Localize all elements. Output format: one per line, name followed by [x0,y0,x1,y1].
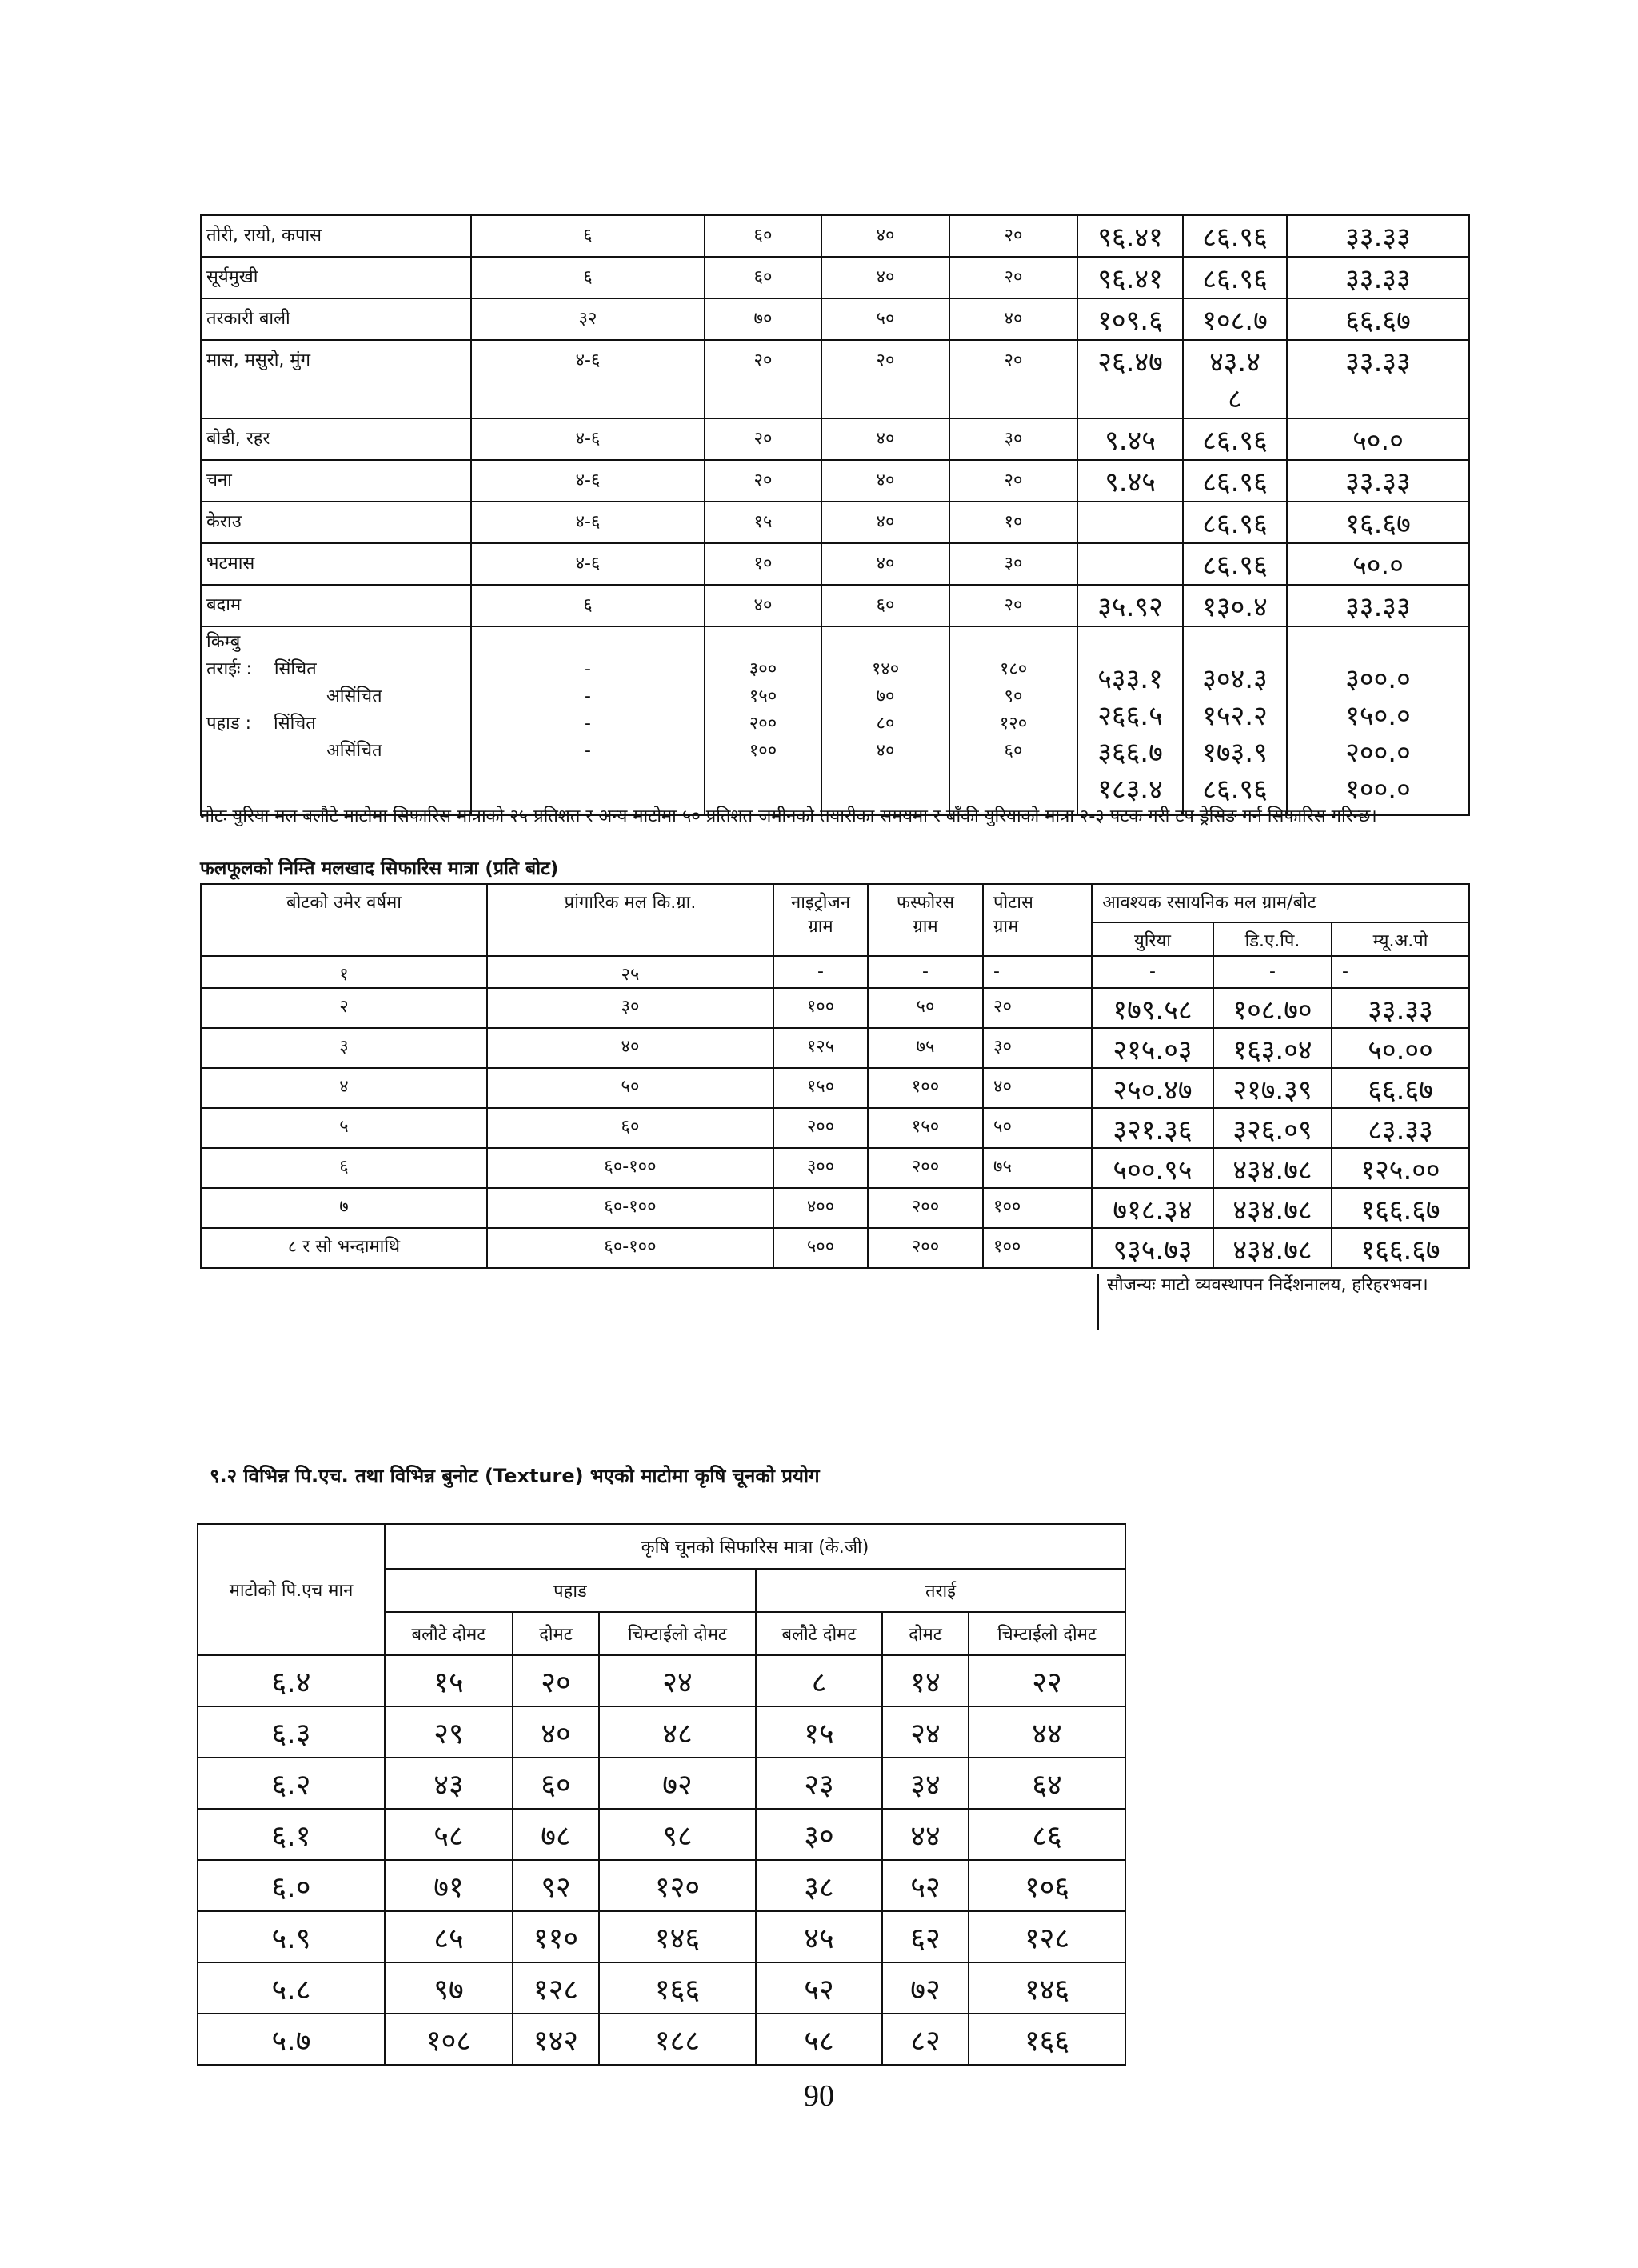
potash-cell: १० [949,502,1077,543]
header-row [198,1524,1125,1569]
value-cell: ३४ [882,1758,969,1809]
nitrogen-cell: ४० [705,585,821,626]
value: - [585,686,591,706]
nitrogen-cell: १५० [773,1068,868,1108]
value-cell: ५८ [756,2014,882,2065]
value-cell: ४५ [756,1911,882,1962]
urea-cell: ९.४५ [1077,418,1183,460]
header-unit: ग्राम [993,917,1019,937]
ph-cell: ५.९ [198,1911,385,1962]
terai-irrigated: तराईः : सिंचित [206,659,317,679]
organic-cell: ३२ [471,298,705,340]
phosphorus-cell: ४० [821,215,949,257]
header-ph: माटोको पि.एच मान [198,1524,385,1655]
value-cell: ८६ [969,1809,1125,1860]
header-terai: तराई [756,1569,1125,1612]
mop-cell: ३३.३३ [1287,585,1469,626]
potash-cell: २० [949,340,1077,418]
potash-cell: १०० [983,1188,1092,1228]
dap-cell: ८६.९६ [1183,257,1287,298]
urea-cell [1077,543,1183,585]
urea-cell: ३२१.३६ [1092,1108,1213,1148]
potash-cell: २० [983,988,1092,1028]
organic-cell: ४-६ [471,460,705,502]
value: १४० [871,659,900,679]
organic-cell [471,626,705,815]
value-cell: ४८ [599,1706,756,1758]
urea-cell: ७१८.३४ [1092,1188,1213,1228]
table-row [201,418,1469,460]
mop-cell: ५०.० [1287,543,1469,585]
terai-non-irrigated: असिंचित [326,686,382,706]
value-cell: ४० [513,1706,599,1758]
mop-cell: १२५.०० [1332,1148,1469,1188]
potash-cell: ३० [949,543,1077,585]
mop-cell: ५०.०० [1332,1028,1469,1068]
value: ३०४.३ [1202,663,1268,695]
table-row [201,956,1469,988]
potash-cell: २० [949,257,1077,298]
potash-cell: ३० [983,1028,1092,1068]
fruit-table-heading: फलफूलको निम्ति मलखाद सिफारिस मात्रा (प्रति बोट) [200,858,559,879]
nitrogen-cell: २० [705,418,821,460]
ginger-row [201,626,1469,815]
value: ३६६.७ [1097,737,1163,769]
value-cell: ७२ [599,1758,756,1809]
phosphorus-cell: ४० [821,543,949,585]
dap-cell: ८६.९६ [1183,215,1287,257]
mop-cell: १६६.६७ [1332,1188,1469,1228]
value-cell: १२८ [969,1911,1125,1962]
nitrogen-cell: १२५ [773,1028,868,1068]
value-cell: ४४ [882,1809,969,1860]
value-cell: ९२ [513,1860,599,1911]
phosphorus-cell: १५० [868,1108,983,1148]
header-clay-loam: चिम्टाईलो दोमट [599,1612,756,1655]
table-row [201,215,1469,257]
table-row [198,1655,1125,1706]
organic-cell: ४-६ [471,502,705,543]
phosphorus-cell: ६० [821,585,949,626]
value-cell: ६२ [882,1911,969,1962]
organic-cell: ६ [471,585,705,626]
dap-cell: २१७.३९ [1213,1068,1332,1108]
dap-cell: ४३४.७८ [1213,1188,1332,1228]
urea-cell: २१५.०३ [1092,1028,1213,1068]
value-cell: १२८ [513,1962,599,2014]
ph-cell: ५.८ [198,1962,385,2014]
urea-cell: - [1092,956,1213,988]
table-row [201,1108,1469,1148]
dap-cell: ८६.९६ [1183,418,1287,460]
crop-name: भटमास [201,543,471,585]
ph-cell: ६.४ [198,1655,385,1706]
age-cell: ४ [201,1068,487,1108]
age-cell: १ [201,956,487,988]
nitrogen-cell: २०० [773,1108,868,1148]
value-cell: ५८ [385,1809,513,1860]
dap-cell: ४३४.७८ [1213,1228,1332,1268]
header-organic: प्रांगारिक मल कि.ग्रा. [487,884,773,956]
value-cell: २० [513,1655,599,1706]
value: ८६.९६ [1202,774,1268,806]
table-row [198,2014,1125,2065]
mop-cell: १६६.६७ [1332,1228,1469,1268]
header-title: कृषि चूनको सिफारिस मात्रा (के.जी) [385,1524,1125,1569]
mop-cell: - [1332,956,1469,988]
table-row [198,1706,1125,1758]
hill-irrigated: पहाड : सिंचित [206,714,316,734]
dap-cell: १०८.७० [1213,988,1332,1028]
organic-cell: ६०-१०० [487,1228,773,1268]
phosphorus-cell: २०० [868,1228,983,1268]
header-sandy-loam: बलौटे दोमट [385,1612,513,1655]
table-row [201,543,1469,585]
table-row [198,1962,1125,2014]
value-cell: ३८ [756,1860,882,1911]
potash-cell: ७५ [983,1148,1092,1188]
value-cell: २४ [599,1655,756,1706]
mop-cell: १६.६७ [1287,502,1469,543]
value-cell: १६६ [969,2014,1125,2065]
age-cell: ७ [201,1188,487,1228]
value-cell: ५२ [882,1860,969,1911]
value: ६० [1004,741,1023,761]
lime-section-heading: ९.२ विभिन्न पि.एच. तथा विभिन्न बुनोट (Texture) भएको माटोमा कृषि चूनको प्रयोग [210,1465,820,1487]
age-cell: ३ [201,1028,487,1068]
table-row [201,988,1469,1028]
mop-cell: ६६.६७ [1287,298,1469,340]
nitrogen-cell [705,626,821,815]
value-cell: १०८ [385,2014,513,2065]
value: ३०० [749,659,777,679]
phosphorus-cell: १०० [868,1068,983,1108]
value-cell: २३ [756,1758,882,1809]
value-cell: ३० [756,1809,882,1860]
nitrogen-cell: ६० [705,215,821,257]
nitrogen-cell: ५०० [773,1228,868,1268]
header-nitrogen [773,884,868,956]
table-row [201,340,1469,418]
mop-cell [1287,626,1469,815]
hill-non-irrigated: असिंचित [326,741,382,761]
ph-cell: ६.३ [198,1706,385,1758]
value: २००.० [1345,737,1411,769]
nitrogen-cell: २० [705,340,821,418]
urea-cell: ९.४५ [1077,460,1183,502]
organic-cell: ६ [471,257,705,298]
crop-name: तरकारी बाली [201,298,471,340]
value-cell: ४३ [385,1758,513,1809]
dap-cell: १६३.०४ [1213,1028,1332,1068]
dap-cell: - [1213,956,1332,988]
crop-name: बोडी, रहर [201,418,471,460]
urea-cell: ३५.९२ [1077,585,1183,626]
value-cell: १५ [385,1655,513,1706]
phosphorus-cell: ४० [821,460,949,502]
urea-cell: ९६.४१ [1077,257,1183,298]
value-cell: ६४ [969,1758,1125,1809]
value: १५२.२ [1202,700,1268,732]
value: - [585,741,591,761]
mop-cell: ५०.० [1287,418,1469,460]
ph-cell: ६.० [198,1860,385,1911]
nitrogen-cell: ४०० [773,1188,868,1228]
organic-cell: ४-६ [471,543,705,585]
organic-cell: ४-६ [471,418,705,460]
value: ८० [876,714,895,734]
value: ५३३.१ [1097,663,1163,695]
nitrogen-cell: १० [705,543,821,585]
value-cell: ६० [513,1758,599,1809]
nitrogen-cell: १०० [773,988,868,1028]
mop-cell: ३३.३३ [1287,340,1469,418]
nitrogen-cell: १५ [705,502,821,543]
dap-cell: १०८.७ [1183,298,1287,340]
header-unit: ग्राम [808,917,833,937]
organic-cell: ४० [487,1028,773,1068]
header-chemical: आवश्यक रसायनिक मल ग्राम/बोट [1092,884,1469,922]
ginger-label-cell [201,626,471,815]
value: - [585,714,591,734]
header-row [201,884,1469,922]
mop-cell: ३३.३३ [1287,460,1469,502]
value-cell: ४४ [969,1706,1125,1758]
phosphorus-cell: ५० [868,988,983,1028]
header-potash [983,884,1092,956]
value: १८० [999,659,1028,679]
value-cell: २२ [969,1655,1125,1706]
table-row [201,585,1469,626]
header-loam: दोमट [882,1612,969,1655]
crop-name: बदाम [201,585,471,626]
potash-cell: १०० [983,1228,1092,1268]
phosphorus-cell: २०० [868,1188,983,1228]
value-cell: १५ [756,1706,882,1758]
value: १००.० [1345,774,1411,806]
value-cell: १४ [882,1655,969,1706]
value: ७० [876,686,895,706]
value-cell: १०६ [969,1860,1125,1911]
phosphorus-cell: ७५ [868,1028,983,1068]
potash-cell: २० [949,585,1077,626]
value-cell: २४ [882,1706,969,1758]
urea-cell: ५००.९५ [1092,1148,1213,1188]
dap-cell [1183,340,1287,418]
value-cell: १४६ [969,1962,1125,2014]
dap-cell: १३०.४ [1183,585,1287,626]
potash-cell: ४० [983,1068,1092,1108]
potash-cell: ५० [983,1108,1092,1148]
organic-cell: ६० [487,1108,773,1148]
note-text: नोटः युरिया मल बलौटे माटोमा सिफारिस मात्राको २५ प्रतिशत र अन्य माटोमा ५० प्रतिशत जमीनको तयारीका समयमा र बाँकी युरियाको मात्रा २-३ पटक गरी टप ड्रेसिङ गर्न सिफारिस गरिन्छ। [200,806,1377,826]
nitrogen-cell: ६० [705,257,821,298]
header-text: फस्फोरस [896,893,955,913]
age-cell: ६ [201,1148,487,1188]
urea-cell: ९३५.७३ [1092,1228,1213,1268]
crop-name: मास, मसुरो, मुंग [201,340,471,418]
nitrogen-cell: २० [705,460,821,502]
dap-value-wrap: ८ [1228,383,1242,415]
value: ४० [876,741,895,761]
urea-cell [1077,502,1183,543]
value: १२० [999,714,1028,734]
nitrogen-cell: ३०० [773,1148,868,1188]
value-cell: ५२ [756,1962,882,2014]
urea-cell: १०९.६ [1077,298,1183,340]
table-row [201,1148,1469,1188]
nitrogen-cell: - [773,956,868,988]
urea-cell: २५०.४७ [1092,1068,1213,1108]
urea-cell: ९६.४१ [1077,215,1183,257]
table-row [198,1758,1125,1809]
header-sandy-loam: बलौटे दोमट [756,1612,882,1655]
header-unit: ग्राम [913,917,938,937]
organic-cell: ४-६ [471,340,705,418]
age-cell: २ [201,988,487,1028]
header-text: पोटास [993,893,1033,913]
header-phosphorus [868,884,983,956]
value-cell: ७८ [513,1809,599,1860]
urea-cell [1077,626,1183,815]
phosphorus-cell: - [868,956,983,988]
table-row [198,1809,1125,1860]
mop-cell: ३३.३३ [1287,215,1469,257]
table-row [201,1228,1469,1268]
header-clay-loam: चिम्टाईलो दोमट [969,1612,1125,1655]
value-cell: ९७ [385,1962,513,2014]
ph-cell: ६.१ [198,1809,385,1860]
nitrogen-cell: ७० [705,298,821,340]
dap-cell [1183,626,1287,815]
value-cell: ९८ [599,1809,756,1860]
phosphorus-cell: २०० [868,1148,983,1188]
crop-name: तोरी, रायो, कपास [201,215,471,257]
potash-cell: २० [949,460,1077,502]
value-cell: १६६ [599,1962,756,2014]
table-row [201,1028,1469,1068]
header-text: नाइट्रोजन [790,893,851,913]
ginger-title: किम्बु [206,632,241,652]
potash-cell [949,626,1077,815]
value-cell: ७२ [882,1962,969,2014]
page-number: 90 [804,2079,834,2113]
source-credit: सौजन्यः माटो व्यवस्थापन निर्देशनालय, हरिहरभवन। [1097,1274,1491,1330]
crop-name: केराउ [201,502,471,543]
phosphorus-cell: ५० [821,298,949,340]
crop-name: सूर्यमुखी [201,257,471,298]
value-cell: १८८ [599,2014,756,2065]
dap-cell: ४३४.७८ [1213,1148,1332,1188]
value-cell: ७१ [385,1860,513,1911]
value-cell: १२० [599,1860,756,1911]
table-row [198,1911,1125,1962]
value: १८३.४ [1097,774,1163,806]
table-row [201,1188,1469,1228]
crop-name: चना [201,460,471,502]
dap-cell: ३२६.०९ [1213,1108,1332,1148]
value-cell: ८२ [882,2014,969,2065]
organic-cell: ६०-१०० [487,1148,773,1188]
urea-cell: २६.४७ [1077,340,1183,418]
value: २६६.५ [1097,700,1163,732]
value: १०० [749,741,777,761]
value: ९० [1004,686,1023,706]
organic-cell: ६ [471,215,705,257]
organic-cell: ६०-१०० [487,1188,773,1228]
age-cell: ५ [201,1108,487,1148]
organic-cell: ३० [487,988,773,1028]
header-loam: दोमट [513,1612,599,1655]
potash-cell: २० [949,215,1077,257]
mop-cell: ३३.३३ [1287,257,1469,298]
value-cell: ११० [513,1911,599,1962]
phosphorus-cell [821,626,949,815]
value-cell: १४२ [513,2014,599,2065]
dap-cell: ८६.९६ [1183,460,1287,502]
phosphorus-cell: ४० [821,502,949,543]
urea-cell: १७९.५८ [1092,988,1213,1028]
organic-cell: ५० [487,1068,773,1108]
phosphorus-cell: २० [821,340,949,418]
value: - [585,659,591,679]
ph-cell: ५.७ [198,2014,385,2065]
table-row [201,502,1469,543]
mop-cell: ६६.६७ [1332,1068,1469,1108]
table-row [201,257,1469,298]
organic-cell: २५ [487,956,773,988]
value: १५०.० [1345,700,1411,732]
value-cell: १४६ [599,1911,756,1962]
value-cell: ८५ [385,1911,513,1962]
header-hill: पहाड [385,1569,756,1612]
table-row [201,298,1469,340]
dap-cell: ८६.९६ [1183,502,1287,543]
dap-value: ४३.४ [1209,346,1260,378]
header-dap: डि.ए.पि. [1213,922,1332,956]
value-cell: ८ [756,1655,882,1706]
phosphorus-cell: ४० [821,257,949,298]
value: २०० [749,714,777,734]
dap-cell: ८६.९६ [1183,543,1287,585]
header-urea: युरिया [1092,922,1213,956]
value: ३००.० [1345,663,1411,695]
header-mop: म्यू.अ.पो [1332,922,1469,956]
table-row [201,1068,1469,1108]
mop-cell: ३३.३३ [1332,988,1469,1028]
ph-cell: ६.२ [198,1758,385,1809]
table-row [201,460,1469,502]
value: १७३.९ [1202,737,1268,769]
lime-recommendation-table [197,1523,1126,2066]
fruit-fertilizer-table [200,883,1470,1269]
mop-cell: ८३.३३ [1332,1108,1469,1148]
value: १५० [749,686,777,706]
age-cell: ८ र सो भन्दामाथि [201,1228,487,1268]
potash-cell: ३० [949,418,1077,460]
header-age: बोटको उमेर वर्षमा [201,884,487,956]
phosphorus-cell: ४० [821,418,949,460]
table-row [198,1860,1125,1911]
value-cell: २९ [385,1706,513,1758]
potash-cell: - [983,956,1092,988]
crop-fertilizer-table [200,214,1470,816]
potash-cell: ४० [949,298,1077,340]
